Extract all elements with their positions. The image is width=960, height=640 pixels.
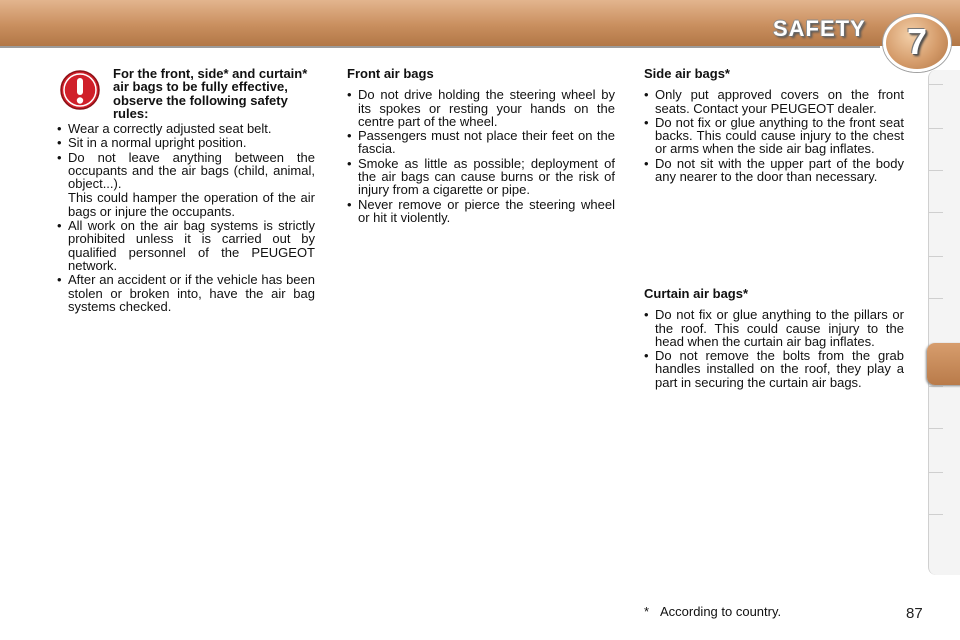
intro-heading: For the front, side* and curtain* air bags to be fully effective, observe the following safety rules: bbox=[113, 66, 308, 121]
tab-divider bbox=[929, 298, 943, 299]
tab-divider bbox=[929, 256, 943, 257]
front-airbags-list bbox=[347, 88, 615, 224]
curtain-airbags-section bbox=[644, 287, 904, 390]
chapter-tabs bbox=[928, 70, 960, 575]
front-airbags-section bbox=[347, 67, 615, 225]
general-rules-list bbox=[57, 122, 315, 190]
section-heading: Curtain air bags* bbox=[644, 286, 749, 301]
list-item: • After an accident or if the vehicle has been stolen or broken into, have the air bag systems checked. bbox=[57, 273, 315, 313]
page-title: SAFETY bbox=[773, 16, 866, 41]
list-item: • Wear a correctly adjusted seat belt. bbox=[57, 122, 315, 135]
tab-divider bbox=[929, 428, 943, 429]
list-item: • Do not drive holding the steering wheel by its spokes or resting your hands on the centre part of the wheel. bbox=[347, 88, 615, 128]
tab-divider bbox=[929, 170, 943, 171]
tab-chapter-7[interactable] bbox=[927, 343, 960, 385]
tab-divider bbox=[929, 212, 943, 213]
header-rule bbox=[0, 46, 880, 48]
list-item: • Sit in a normal upright position. bbox=[57, 136, 315, 149]
tab-divider bbox=[929, 128, 943, 129]
curtain-airbags-list bbox=[644, 308, 904, 389]
list-item: • Do not leave anything between the occupants and the air bags (child, animal, object...). bbox=[57, 151, 315, 191]
section-heading: Side air bags* bbox=[644, 66, 730, 81]
chapter-badge bbox=[883, 14, 951, 72]
list-item: • Never remove or pierce the steering wheel or hit it violently. bbox=[347, 198, 615, 225]
chapter-number: 7 bbox=[906, 21, 928, 62]
list-item: • Do not fix or glue anything to the pillars or the roof. This could cause injury to the head when the curtain air bag inflates. bbox=[644, 308, 904, 348]
list-item: • All work on the air bag systems is strictly prohibited unless it is carried out by qualified personnel of the PEUGEOT network. bbox=[57, 219, 315, 272]
list-item: • Passengers must not place their feet on the fascia. bbox=[347, 129, 615, 156]
side-airbags-section bbox=[644, 67, 904, 184]
footnote-mark: * bbox=[644, 604, 650, 619]
tab-divider bbox=[929, 386, 943, 387]
tab-divider bbox=[929, 84, 943, 85]
general-rules-list-continued bbox=[57, 219, 315, 313]
tab-divider bbox=[929, 472, 943, 473]
footnote bbox=[644, 604, 781, 619]
section-heading: Front air bags bbox=[347, 66, 434, 81]
list-item: • Do not fix or glue anything to the front seat backs. This could cause injury to the chest or arms when the side air bag inflates. bbox=[644, 116, 904, 156]
list-item: • Smoke as little as possible; deployment of the air bags can cause burns or the risk of injury from a cigarette or pipe. bbox=[347, 157, 615, 197]
general-rules-note: This could hamper the operation of the air bags or injure the occupants. bbox=[68, 190, 315, 219]
tab-divider bbox=[929, 514, 943, 515]
list-item: • Do not sit with the upper part of the body any nearer to the door than necessary. bbox=[644, 157, 904, 184]
page-number: 87 bbox=[906, 605, 923, 622]
general-rules-column bbox=[57, 122, 315, 314]
list-item: • Only put approved covers on the front seats. Contact your PEUGEOT dealer. bbox=[644, 88, 904, 115]
warning-icon bbox=[60, 70, 100, 110]
list-item: • Do not remove the bolts from the grab handles installed on the roof, they play a part in securing the curtain air bags. bbox=[644, 349, 904, 389]
footnote-text: According to country. bbox=[659, 604, 782, 619]
side-airbags-list bbox=[644, 88, 904, 183]
